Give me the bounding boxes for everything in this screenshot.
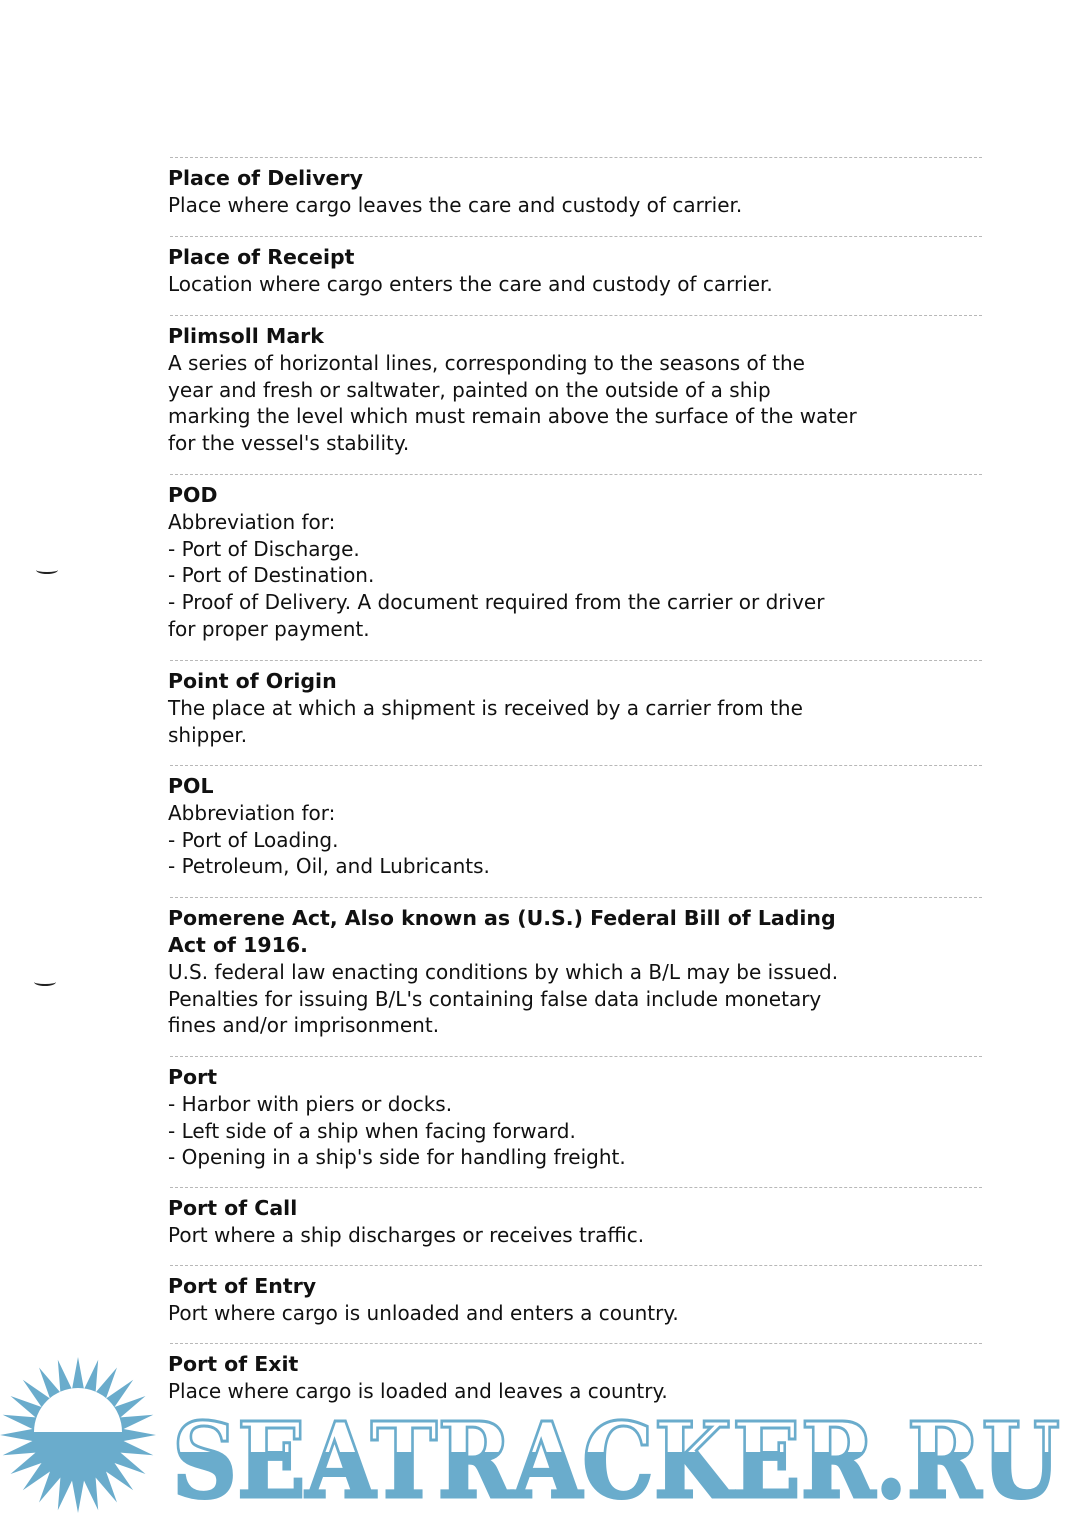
entry-definition-line: - Petroleum, Oil, and Lubricants. — [168, 854, 490, 879]
entry-divider — [170, 1056, 982, 1057]
entry-divider — [170, 236, 982, 237]
glossary-entry — [168, 323, 988, 457]
glossary-entry — [168, 482, 988, 643]
entry-definition-line: A series of horizontal lines, corresponding to the seasons of the — [168, 351, 805, 375]
entry-definition-line: marking the level which must remain above the surface of the water — [168, 404, 857, 429]
entry-term-continued: Act of 1916. — [168, 933, 308, 957]
entry-term: Place of Delivery — [168, 166, 363, 190]
entry-term: Port of Exit — [168, 1352, 299, 1376]
entry-divider — [170, 474, 982, 475]
entry-definition-line: Place where cargo leaves the care and custody of carrier. — [168, 193, 743, 217]
entry-definition-line: Abbreviation for: — [168, 801, 336, 825]
entry-term: POD — [168, 483, 218, 507]
entry-definition-line: - Proof of Delivery. A document required from the carrier or driver — [168, 590, 825, 615]
entry-definition-line: The place at which a shipment is received by a carrier from the — [168, 696, 803, 720]
entry-definition-line: Location where cargo enters the care and custody of carrier. — [168, 272, 773, 296]
entry-term: Port of Entry — [168, 1274, 317, 1298]
glossary-entry — [168, 1195, 988, 1249]
entry-divider — [170, 1187, 982, 1188]
entry-divider — [170, 1265, 982, 1266]
entry-term: Port — [168, 1065, 218, 1089]
entry-definition-line: Place where cargo is loaded and leaves a country. — [168, 1379, 668, 1403]
glossary-entry — [168, 668, 988, 748]
entry-definition-line: for proper payment. — [168, 616, 370, 641]
entry-divider — [170, 157, 982, 158]
entry-divider — [170, 315, 982, 316]
entry-definition-line: Port where cargo is unloaded and enters a country. — [168, 1301, 679, 1325]
glossary-entry — [168, 1273, 988, 1327]
entry-divider — [170, 660, 982, 661]
entry-definition-line: Port where a ship discharges or receives traffic. — [168, 1223, 645, 1247]
entry-term: Point of Origin — [168, 669, 337, 693]
glossary-entry — [168, 244, 988, 298]
entry-definition-line: shipper. — [168, 722, 248, 747]
glossary-entry — [168, 165, 988, 219]
entry-definition-line: U.S. federal law enacting conditions by which a B/L may be issued. — [168, 960, 839, 984]
entry-definition-line: - Port of Destination. — [168, 563, 375, 588]
entry-term: Plimsoll Mark — [168, 324, 324, 348]
entry-term: POL — [168, 774, 214, 798]
entry-definition-line: - Port of Discharge. — [168, 536, 360, 561]
sun-icon — [0, 1357, 156, 1513]
glossary-entry — [168, 773, 988, 880]
entry-definition-line: Penalties for issuing B/L's containing false data include monetary — [168, 986, 822, 1011]
entry-definition-line: for the vessel's stability. — [168, 431, 410, 456]
entry-divider — [170, 1343, 982, 1344]
entry-definition-line: - Harbor with piers or docks. — [168, 1092, 453, 1116]
glossary-entry — [168, 905, 988, 1039]
entry-term: Port of Call — [168, 1196, 298, 1220]
watermark-logo — [0, 1355, 1080, 1515]
entry-divider — [170, 765, 982, 766]
entry-definition-line: - Port of Loading. — [168, 827, 339, 852]
watermark-text: SEATRACKER.RU — [172, 1399, 1060, 1515]
scan-mark — [34, 978, 56, 986]
entry-term: Pomerene Act, Also known as (U.S.) Federal Bill of Lading — [168, 906, 836, 930]
scan-mark — [36, 566, 58, 574]
entry-term: Place of Receipt — [168, 245, 355, 269]
entry-definition-line: - Left side of a ship when facing forward. — [168, 1118, 576, 1143]
entry-definition-line: year and fresh or saltwater, painted on the outside of a ship — [168, 377, 771, 402]
glossary-entry — [168, 1064, 988, 1171]
entry-definition-line: fines and/or imprisonment. — [168, 1013, 440, 1038]
entry-definition-line: Abbreviation for: — [168, 510, 336, 534]
entry-definition-line: - Opening in a ship's side for handling freight. — [168, 1145, 626, 1170]
entry-divider — [170, 897, 982, 898]
